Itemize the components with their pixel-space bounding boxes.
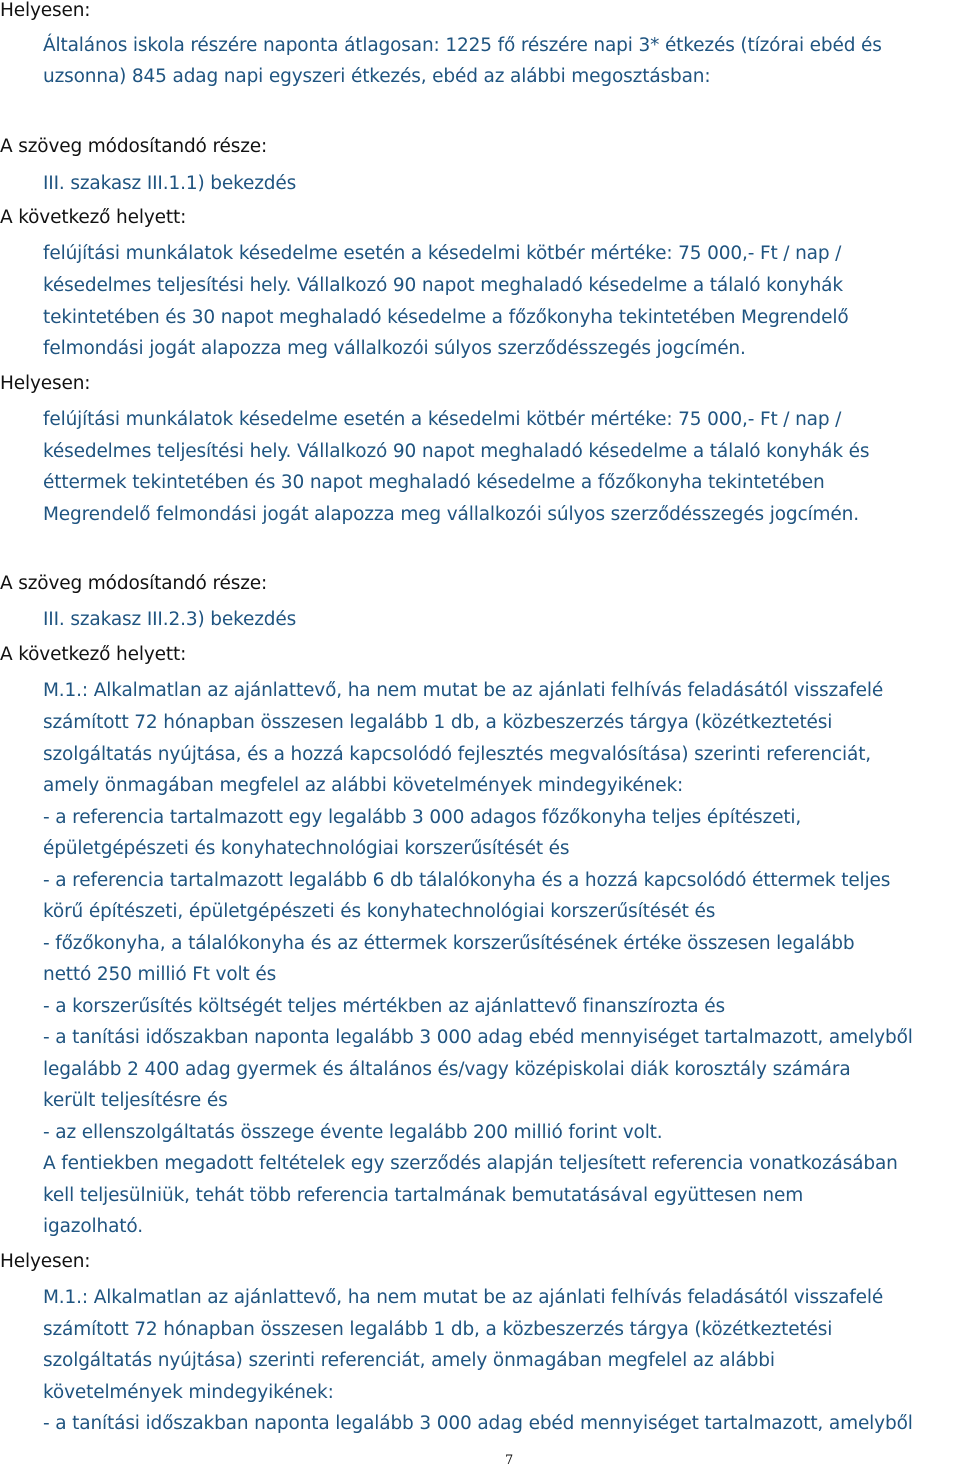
paragraph-line: számított 72 hónapban összesen legalább 1 db, a közbeszerzés tárgya (közétkeztetési <box>43 712 833 733</box>
list-item-line: nettó 250 millió Ft volt és <box>43 964 277 985</box>
label-helyett: A következő helyett: <box>0 207 187 228</box>
section-reference: III. szakasz III.2.3) bekezdés <box>43 609 297 630</box>
paragraph-line: Megrendelő felmondási jogát alapozza meg vállalkozói súlyos szerződésszegés jogcímén. <box>43 504 859 525</box>
paragraph-line: követelmények mindegyikének: <box>43 1382 334 1403</box>
paragraph-line: késedelmes teljesítési hely. Vállalkozó 90 napot meghaladó késedelme a tálaló konyhák és <box>43 441 870 462</box>
paragraph-line: M.1.: Alkalmatlan az ajánlattevő, ha nem mutat be az ajánlati felhívás feladásától visszafelé <box>43 1287 884 1308</box>
list-item-line: - a tanítási időszakban naponta legalább 3 000 adag ebéd mennyiséget tartalmazott, amelyből <box>43 1027 913 1048</box>
paragraph-line: felújítási munkálatok késedelme esetén a késedelmi kötbér mértéke: 75 000,- Ft / nap / <box>43 409 842 430</box>
paragraph-line: felújítási munkálatok késedelme esetén a késedelmi kötbér mértéke: 75 000,- Ft / nap / <box>43 243 842 264</box>
section-reference: III. szakasz III.1.1) bekezdés <box>43 173 297 194</box>
paragraph-line: A fentiekben megadott feltételek egy szerződés alapján teljesített referencia vonatkozásában <box>43 1153 898 1174</box>
paragraph-line: amely önmagában megfelel az alábbi követelmények mindegyikének: <box>43 775 684 796</box>
label-helyesen: Helyesen: <box>0 1251 91 1272</box>
paragraph-line: igazolható. <box>43 1216 143 1237</box>
paragraph-line: késedelmes teljesítési hely. Vállalkozó 90 napot meghaladó késedelme a tálaló konyhák <box>43 275 843 296</box>
paragraph-line: uzsonna) 845 adag napi egyszeri étkezés, ebéd az alábbi megosztásban: <box>43 66 711 87</box>
list-item-line: körű építészeti, épületgépészeti és konyhatechnológiai korszerűsítését és <box>43 901 716 922</box>
label-helyesen: Helyesen: <box>0 373 91 394</box>
paragraph-line: M.1.: Alkalmatlan az ajánlattevő, ha nem mutat be az ajánlati felhívás feladásától visszafelé <box>43 680 884 701</box>
list-item-line: - főzőkonyha, a tálalókonyha és az éttermek korszerűsítésének értéke összesen legalább <box>43 933 855 954</box>
paragraph-line: számított 72 hónapban összesen legalább 1 db, a közbeszerzés tárgya (közétkeztetési <box>43 1319 833 1340</box>
list-item-line: épületgépészeti és konyhatechnológiai korszerűsítését és <box>43 838 570 859</box>
list-item-line: legalább 2 400 adag gyermek és általános és/vagy középiskolai diák korosztály számára <box>43 1059 851 1080</box>
list-item-line: került teljesítésre és <box>43 1090 228 1111</box>
paragraph-line: felmondási jogát alapozza meg vállalkozói súlyos szerződésszegés jogcímén. <box>43 338 746 359</box>
paragraph-line: szolgáltatás nyújtása) szerinti referenciát, amely önmagában megfelel az alábbi <box>43 1350 775 1371</box>
list-item-line: - a referencia tartalmazott egy legalább 3 000 adagos főzőkonyha teljes építészeti, <box>43 807 802 828</box>
list-item-line: - a korszerűsítés költségét teljes mértékben az ajánlattevő finanszírozta és <box>43 996 725 1017</box>
label-modositando: A szöveg módosítandó része: <box>0 573 268 594</box>
label-helyesen: Helyesen: <box>0 0 91 21</box>
paragraph-line: éttermek tekintetében és 30 napot meghaladó késedelme a főzőkonyha tekintetében <box>43 472 825 493</box>
page-number: 7 <box>504 1453 514 1468</box>
label-modositando: A szöveg módosítandó része: <box>0 136 268 157</box>
list-item-line: - a referencia tartalmazott legalább 6 db tálalókonyha és a hozzá kapcsolódó éttermek teljes <box>43 870 891 891</box>
paragraph-line: Általános iskola részére naponta átlagosan: 1225 fő részére napi 3* étkezés (tízórai ebéd és <box>43 35 882 56</box>
label-helyett: A következő helyett: <box>0 644 187 665</box>
paragraph-line: tekintetében és 30 napot meghaladó késedelme a főzőkonyha tekintetében Megrendelő <box>43 307 849 328</box>
paragraph-line: szolgáltatás nyújtása, és a hozzá kapcsolódó fejlesztés megvalósítása) szerinti referenciát, <box>43 744 872 765</box>
list-item-line: - az ellenszolgáltatás összege évente legalább 200 millió forint volt. <box>43 1122 663 1143</box>
list-item-line: - a tanítási időszakban naponta legalább 3 000 adag ebéd mennyiséget tartalmazott, amelyből <box>43 1413 913 1434</box>
paragraph-line: kell teljesülniük, tehát több referencia tartalmának bemutatásával együttesen nem <box>43 1185 804 1206</box>
